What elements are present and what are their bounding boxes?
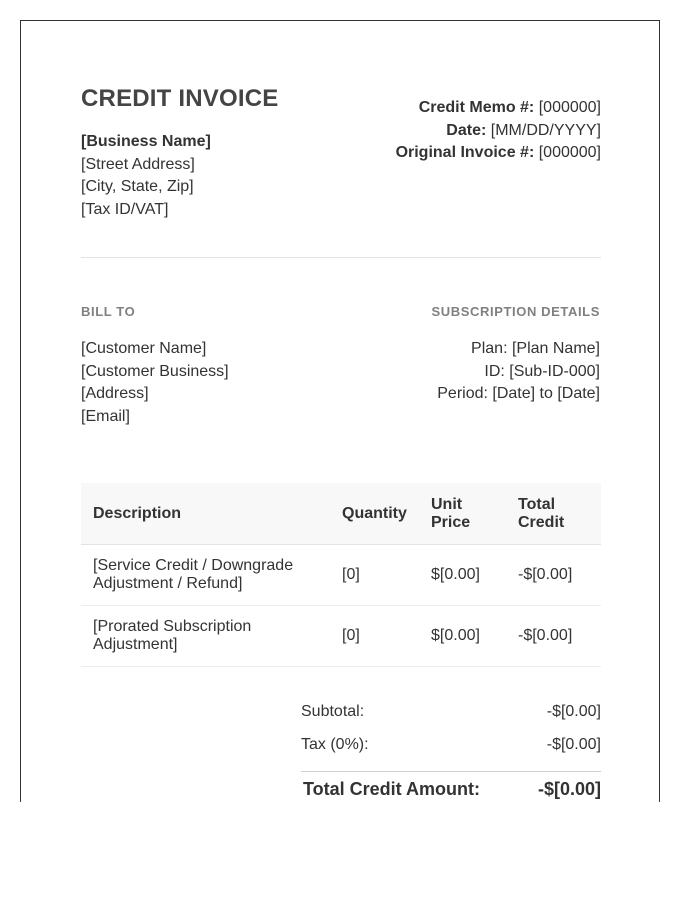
business-tax-id: [Tax ID/VAT] [81, 200, 169, 218]
date-value: [MM/DD/YYYY] [490, 121, 601, 139]
credit-memo-value: [000000] [538, 99, 601, 116]
header-unit-price: Unit Price [431, 495, 471, 531]
subtotal-line [301, 701, 601, 734]
credit-memo-label: Credit Memo #: [418, 99, 535, 116]
subscription-plan: Plan: [Plan Name] [471, 340, 600, 357]
date-line [396, 120, 601, 143]
original-invoice-line [396, 142, 601, 165]
original-invoice-value: [000000] [538, 144, 601, 161]
total-credit-label: Total Credit Amount: [303, 779, 480, 799]
credit-memo-line [396, 97, 601, 120]
header-divider [81, 257, 601, 258]
invoice-meta [396, 97, 601, 165]
business-city: [City, State, Zip] [81, 178, 194, 195]
subtotal-value: -$[0.00] [546, 703, 601, 720]
row-total-credit: -$[0.00] [518, 627, 573, 644]
header-description: Description [93, 504, 182, 522]
header-quantity: Quantity [342, 504, 407, 522]
document-title: CREDIT INVOICE [81, 85, 279, 112]
business-street: [Street Address] [81, 155, 195, 173]
total-credit-line [301, 779, 601, 803]
header-total-credit: Total Credit [518, 495, 565, 531]
table-row [81, 545, 601, 606]
total-credit-value: -$[0.00] [537, 779, 601, 799]
tax-value: -$[0.00] [546, 736, 601, 753]
tax-line [301, 734, 601, 767]
subscription-block [437, 338, 600, 406]
date-label: Date: [446, 121, 487, 139]
line-items-table [81, 483, 601, 667]
totals-block [301, 701, 601, 799]
tax-label: Tax (0%): [301, 736, 369, 753]
subtotal-label: Subtotal: [301, 703, 365, 720]
table-row [81, 606, 601, 667]
bill-to-label: BILL TO [81, 304, 136, 319]
business-info [81, 131, 211, 221]
subscription-id: ID: [Sub-ID-000] [484, 362, 600, 380]
bill-to-block [81, 338, 229, 428]
total-divider [301, 771, 601, 772]
table-header [81, 483, 601, 545]
row-quantity: [0] [342, 627, 360, 644]
original-invoice-label: Original Invoice #: [395, 144, 535, 161]
business-name: [Business Name] [81, 133, 211, 150]
row-description: [Service Credit / Downgrade Adjustment / Refund] [93, 557, 294, 592]
customer-business: [Customer Business] [81, 362, 229, 380]
row-unit-price: $[0.00] [431, 627, 480, 644]
row-quantity: [0] [342, 566, 360, 583]
row-description: [Prorated Subscription Adjustment] [93, 618, 252, 653]
customer-name: [Customer Name] [81, 340, 207, 357]
invoice-sheet [20, 20, 660, 802]
row-total-credit: -$[0.00] [518, 566, 573, 583]
row-unit-price: $[0.00] [431, 566, 480, 583]
customer-email: [Email] [81, 407, 130, 425]
customer-address: [Address] [81, 385, 149, 402]
subscription-period: Period: [Date] to [Date] [437, 385, 600, 402]
subscription-details-label: SUBSCRIPTION DETAILS [431, 304, 600, 319]
